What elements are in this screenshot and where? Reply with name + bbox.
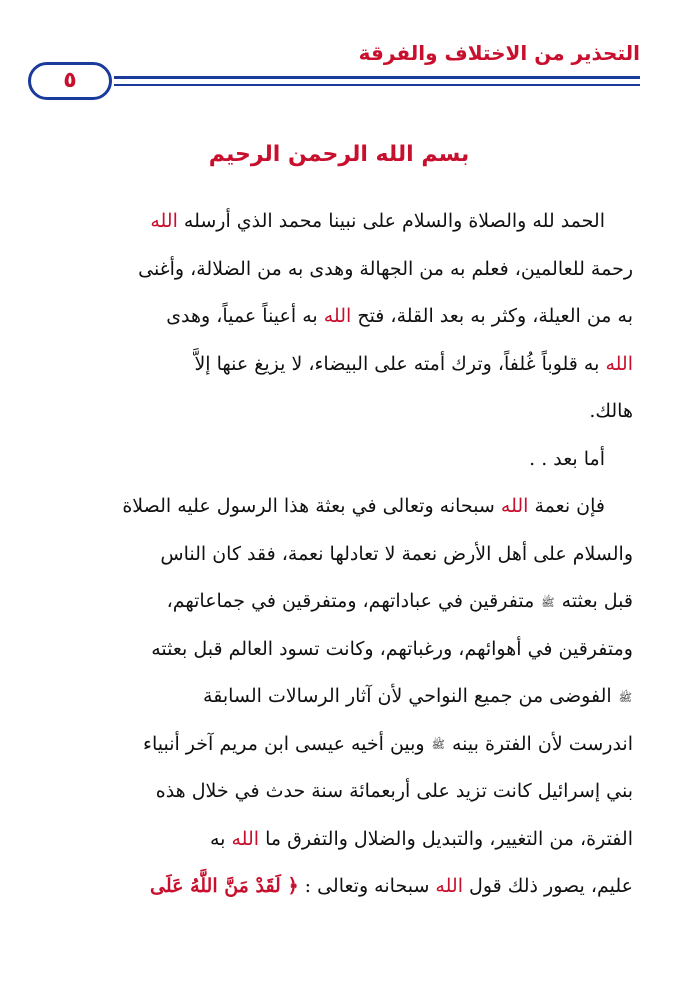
- quran-quote: ﴿ لَقَدْ مَنَّ اللَّهُ عَلَى: [149, 875, 299, 897]
- divine-name: الله: [605, 352, 633, 375]
- book-title: التحذير من الاختلاف والفرقة: [358, 41, 640, 65]
- text-run: اندرست لأن الفترة بينه: [452, 732, 633, 755]
- text-run: به: [209, 827, 226, 850]
- text-line: هالك.: [589, 400, 633, 422]
- salawat-icon: ﷺ: [431, 738, 445, 751]
- text-run: متفرقين في عباداتهم، ومتفرقين في جماعاتهم،: [166, 590, 535, 612]
- text-run: الحمد لله والصلاة والسلام على نبينا محمد الذي أرسله: [183, 210, 605, 232]
- divine-name: الله: [435, 875, 463, 897]
- text-line: رحمة للعالمين، فعلم به من الجهالة وهدى به من الضلالة، وأغنى: [138, 257, 633, 280]
- text-line: [45, 341, 633, 389]
- text-run: وبين أخيه عيسى ابن مريم آخر أنبياء: [143, 732, 425, 755]
- text-run: عليم، يصور ذلك قول: [469, 875, 633, 897]
- text-run: به قلوباً غُلفاً، وترك أمته على البيضاء، لا يزيغ عنها إلاَّ: [194, 352, 600, 375]
- text-run: الفترة، من التغيير، والتبديل والضلال والتفرق ما: [265, 827, 633, 850]
- text-run: به من العيلة، وكثر به بعد القلة، فتح: [357, 305, 633, 327]
- text-line: [45, 816, 633, 864]
- divine-name: الله: [323, 305, 352, 327]
- text-line: [45, 721, 633, 769]
- text-line: والسلام على أهل الأرض نعمة لا تعادلها نعمة، فقد كان الناس: [160, 542, 633, 565]
- text-run: الفوضى من جميع النواحي لأن آثار الرسالات السابقة: [203, 685, 612, 707]
- divine-name: الله: [231, 827, 260, 850]
- header-rule-top: [114, 76, 640, 79]
- text-line: [45, 578, 633, 626]
- divine-name: الله: [500, 495, 529, 517]
- text-line-amma-baad: أما بعد . .: [529, 447, 605, 470]
- salawat-icon: ﷺ: [618, 690, 632, 704]
- text-line: [45, 293, 633, 341]
- page-body: [45, 198, 633, 911]
- text-line: [45, 673, 633, 721]
- basmala-heading: بسم الله الرحمن الرحيم: [208, 142, 470, 167]
- text-run: به أعيناً عمياً، وهدى: [166, 305, 318, 327]
- text-line: ومتفرقين في أهوائهم، ورغباتهم، وكانت تسود العالم قبل بعثته: [151, 637, 633, 660]
- header-rule-bottom: [114, 84, 640, 86]
- text-line: [45, 483, 633, 531]
- page-number: ٥: [63, 68, 77, 93]
- text-run: سبحانه وتعالى :: [304, 875, 430, 897]
- divine-name: الله: [150, 210, 178, 232]
- text-run: فإن نعمة: [534, 495, 605, 517]
- page-number-badge: [28, 62, 112, 100]
- text-line: [45, 863, 633, 911]
- text-line: بني إسرائيل كانت تزيد على أربعمائة سنة حدث في خلال هذه: [155, 780, 633, 802]
- text-run: سبحانه وتعالى في بعثة هذا الرسول عليه الصلاة: [122, 495, 495, 517]
- salawat-icon: ﷺ: [541, 595, 555, 609]
- text-line: [45, 198, 633, 246]
- text-run: قبل بعثته: [561, 590, 633, 612]
- page-header: [28, 40, 640, 102]
